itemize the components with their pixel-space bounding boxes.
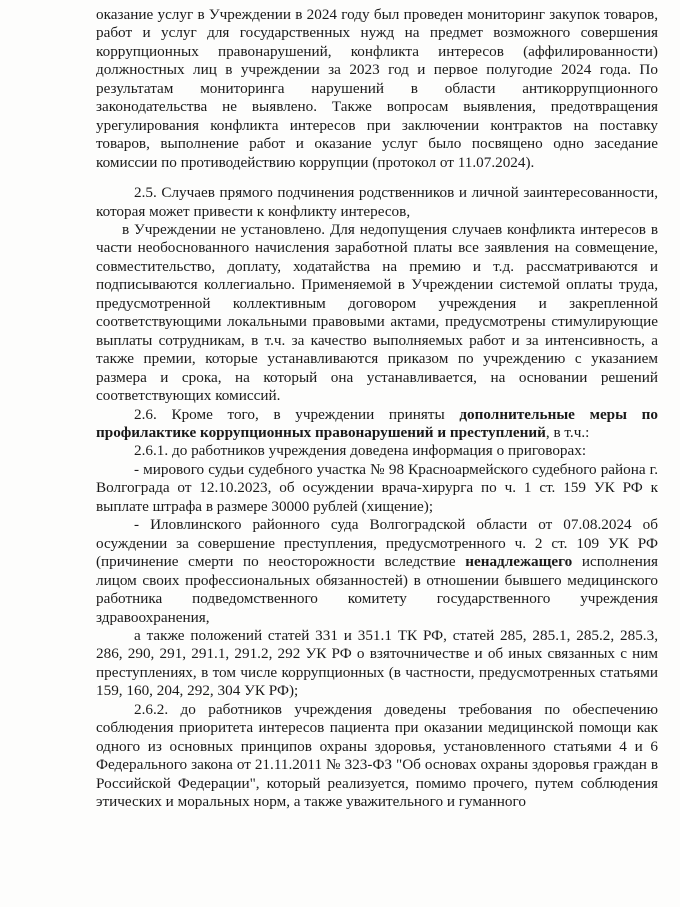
document-body: [96, 6, 658, 811]
list-item-verdict-1: - мирового судьи судебного участка № 98 Красноармейского судебного района г. Волгограда от 12.10.2023, об осуждении врача-хирурга по ч. 1 ст. 159 УК РФ к выплате штрафа в размере 30000 рублей (хищение);: [96, 460, 658, 515]
paragraph-2-6-tail: , в т.ч.:: [545, 423, 590, 441]
verdict-2-lead: - Иловлинского районного суда Волгоградской области от 07.08.2024 об осуждении за совершение преступления, предусмотренного ч. 2 ст. 109 УК РФ (причинение смерти по неосторожности вследствие: [96, 516, 658, 571]
paragraph-2-6-1: 2.6.1. до работников учреждения доведена информация о приговорах:: [134, 442, 587, 460]
paragraph-2-5-body: в Учреждении не установлено. Для недопущения случаев конфликта интересов в части необоснованного начисления заработной платы все заявления на совмещение, совместительство, доплату, ходатайства на премию и т.д. рассматриваются и подписываются коллегиально. Применяемой в Учреждении системой оплаты труда, предусмотренной коллективным договором учреждения и закрепленной соответствующими локальными правовыми актами, предусмотрены стимулирующие выплаты сотрудникам, в т.ч. за качество выполняемых работ и за интенсивность, а также премии, которые устанавливаются приказом по учреждению с указанием размера и срока, на который она устанавливается, на основании решений соответствующих комиссий.: [96, 220, 658, 405]
paragraph-2-6-2: 2.6.2. до работников учреждения доведены требования по обеспечению соблюдения приоритета интересов пациента при оказании медицинской помощи как одного из основных принципов охраны здоровья, установленного статьями 4 и 6 Федерального закона от 21.11.2011 № 323-ФЗ "Об основах охраны здоровья граждан в Российской Федерации", который реализуется, помимо прочего, путем соблюдения этических и моральных норм, а также уважительного и гуманного: [96, 700, 658, 811]
verdict-2-tail: исполнения лицом своих профессиональных обязанностей) в отношении бывшего медицинского работника подведомственного комитету государственного учреждения здравоохранения,: [96, 553, 658, 626]
paragraph-2-6-lead: 2.6. Кроме того, в учреждении приняты: [134, 405, 460, 423]
paragraph-statutes: а также положений статей 331 и 351.1 ТК РФ, статей 285, 285.1, 285.2, 285.3, 286, 290, 291, 291.1, 291.2, 292 УК РФ о взяточничестве и об иных связанных с ним преступлениях, в том числе коррупционных (в частности, предусмотренных статьями 159, 160, 204, 292, 304 УК РФ);: [96, 626, 658, 700]
paragraph-monitoring: оказание услуг в Учреждении в 2024 году был проведен мониторинг закупок товаров, работ и услуг для государственных нужд на предмет возможного совершения коррупционных правонарушений, конфликта интересов (аффилированности) должностных лиц в учреждении за 2023 год и первое полугодие 2024 года. По результатам мониторинга нарушений в области антикоррупционного законодательства не выявлено. Также вопросам выявления, предотвращения урегулирования конфликта интересов при заключении контрактов на поставку товаров, выполнение работ и оказание услуг было посвящено одно заседание комиссии по противодействию коррупции (протокол от 11.07.2024).: [96, 6, 658, 171]
paragraph-gap: [96, 172, 658, 184]
paragraph-2-6-bold: дополнительные меры по профилактике коррупционных правонарушений и преступлений: [96, 405, 659, 441]
verdict-2-bold: ненадлежащего: [465, 553, 573, 571]
paragraph-2-6: [96, 406, 658, 443]
list-item-verdict-2: [96, 516, 658, 627]
paragraph-2-5-heading: 2.5. Случаев прямого подчинения родственников и личной заинтересованности, которая может привести к конфликту интересов,: [96, 184, 658, 220]
